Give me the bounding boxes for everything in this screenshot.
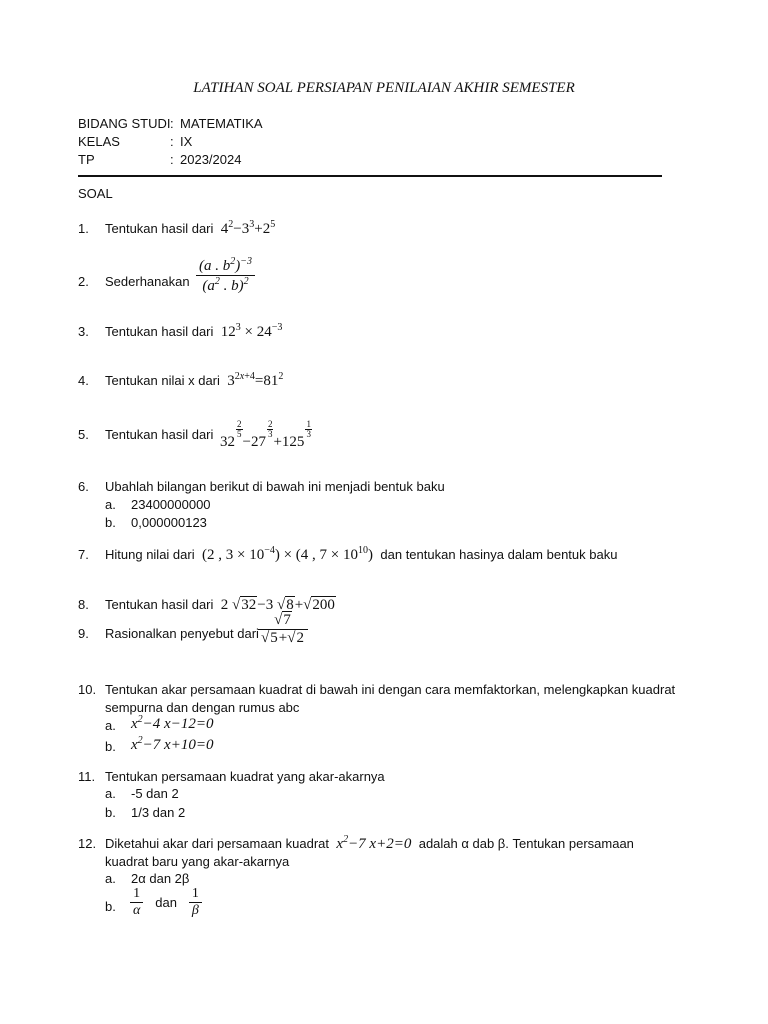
option-label: b.	[105, 515, 116, 530]
math-expression: $3^{2x+4}=81^2$	[223, 371, 284, 389]
question-text: Sederhanakan	[105, 274, 190, 289]
math-expression: 32 $\frac{2}{5}$ −27 $\frac{2}{3}$ +125 $\frac{1}{3}$	[220, 419, 311, 450]
option-text: 23400000000	[131, 497, 211, 512]
question-text: Tentukan nilai x dari	[105, 373, 220, 388]
math-expression: $\frac{1}{\alpha}$ dan $\frac{1}{\beta}$	[130, 886, 202, 919]
question-number: 3.	[78, 324, 89, 339]
math-expression: $12^3 \times 24^{-3}$	[217, 322, 283, 340]
meta-value: IX	[180, 134, 193, 149]
meta-colon: :	[170, 152, 174, 167]
option-label: a.	[105, 871, 116, 886]
question-number: 11.	[78, 769, 96, 784]
option-label: a.	[105, 497, 116, 512]
question-text: Tentukan persamaan kuadrat yang akar-akarnya	[105, 769, 385, 784]
question-text: Tentukan hasil dari	[105, 221, 214, 236]
math-expression: $\frac{(a . b^2)^{-3}}{(a^2 . b)^2}$	[196, 256, 255, 295]
question-text: Diketahui akar dari persamaan kuadrat	[105, 836, 330, 851]
question-number: 8.	[78, 597, 89, 612]
option-label: b.	[105, 899, 116, 914]
math-expression: $x^2-7$ x+2=0	[332, 834, 416, 852]
question-text-after: adalah α dab β. Tentukan persamaan kuadrat baru yang akar-akarnya	[105, 836, 634, 869]
question-text: Tentukan hasil dari	[105, 324, 214, 339]
option-text: 2α dan 2β	[131, 871, 190, 886]
meta-value: 2023/2024	[180, 152, 242, 167]
option-text: dan	[155, 895, 177, 910]
question-number: 12.	[78, 836, 97, 851]
meta-colon: :	[170, 116, 174, 131]
question-number: 1.	[78, 221, 89, 236]
section-heading: SOAL	[78, 186, 113, 201]
question-number: 9.	[78, 626, 89, 641]
option-label: b.	[105, 805, 116, 820]
question-text: Tentukan hasil dari	[105, 597, 214, 612]
question-text: Ubahlah bilangan berikut di bawah ini menjadi bentuk baku	[105, 479, 445, 494]
math-expression: $\frac{√7}{√5+√2}$	[258, 612, 308, 647]
question-number: 10.	[78, 682, 97, 697]
question-number: 4.	[78, 373, 89, 388]
question-text: Tentukan akar persamaan kuadrat di bawah ini dengan cara memfaktorkan, melengkapkan kuadrat sempurna dan dengan rumus abc	[105, 682, 676, 715]
question-text: Tentukan hasil dari	[105, 427, 214, 442]
math-expression: $x^2-7$ x+10=0	[131, 735, 214, 753]
option-text: 1/3 dan 2	[131, 805, 186, 820]
question-number: 5.	[78, 427, 89, 442]
option-text: -5 dan 2	[131, 786, 179, 801]
meta-label: BIDANG STUDI	[78, 116, 171, 131]
math-expression: (2 , $3 \times 10^{-4}) \times (4$ , $7 \times 10^{10}$)	[198, 545, 377, 563]
meta-label: KELAS	[78, 134, 120, 149]
question-number: 7.	[78, 547, 89, 562]
question-text: Rasionalkan penyebut dari	[105, 626, 259, 641]
option-label: b.	[105, 739, 116, 754]
option-label: a.	[105, 718, 116, 733]
math-expression: $4^2-3^3+2^5$	[217, 219, 276, 237]
math-expression: 2 √32−3 √8+√200	[217, 597, 335, 613]
question-text: Hitung nilai dari	[105, 547, 195, 562]
option-label: a.	[105, 786, 116, 801]
question-number: 2.	[78, 274, 89, 289]
page-title: LATIHAN SOAL PERSIAPAN PENILAIAN AKHIR SEMESTER	[193, 80, 575, 96]
question-number: 6.	[78, 479, 89, 494]
meta-colon: :	[170, 134, 174, 149]
option-text: 0,000000123	[131, 515, 207, 530]
question-text-after: dan tentukan hasinya dalam bentuk baku	[380, 547, 618, 562]
meta-value: MATEMATIKA	[180, 116, 263, 131]
header-divider	[78, 175, 662, 177]
meta-label: TP	[78, 152, 95, 167]
math-expression: $x^2-4$ x−12=0	[131, 714, 214, 732]
